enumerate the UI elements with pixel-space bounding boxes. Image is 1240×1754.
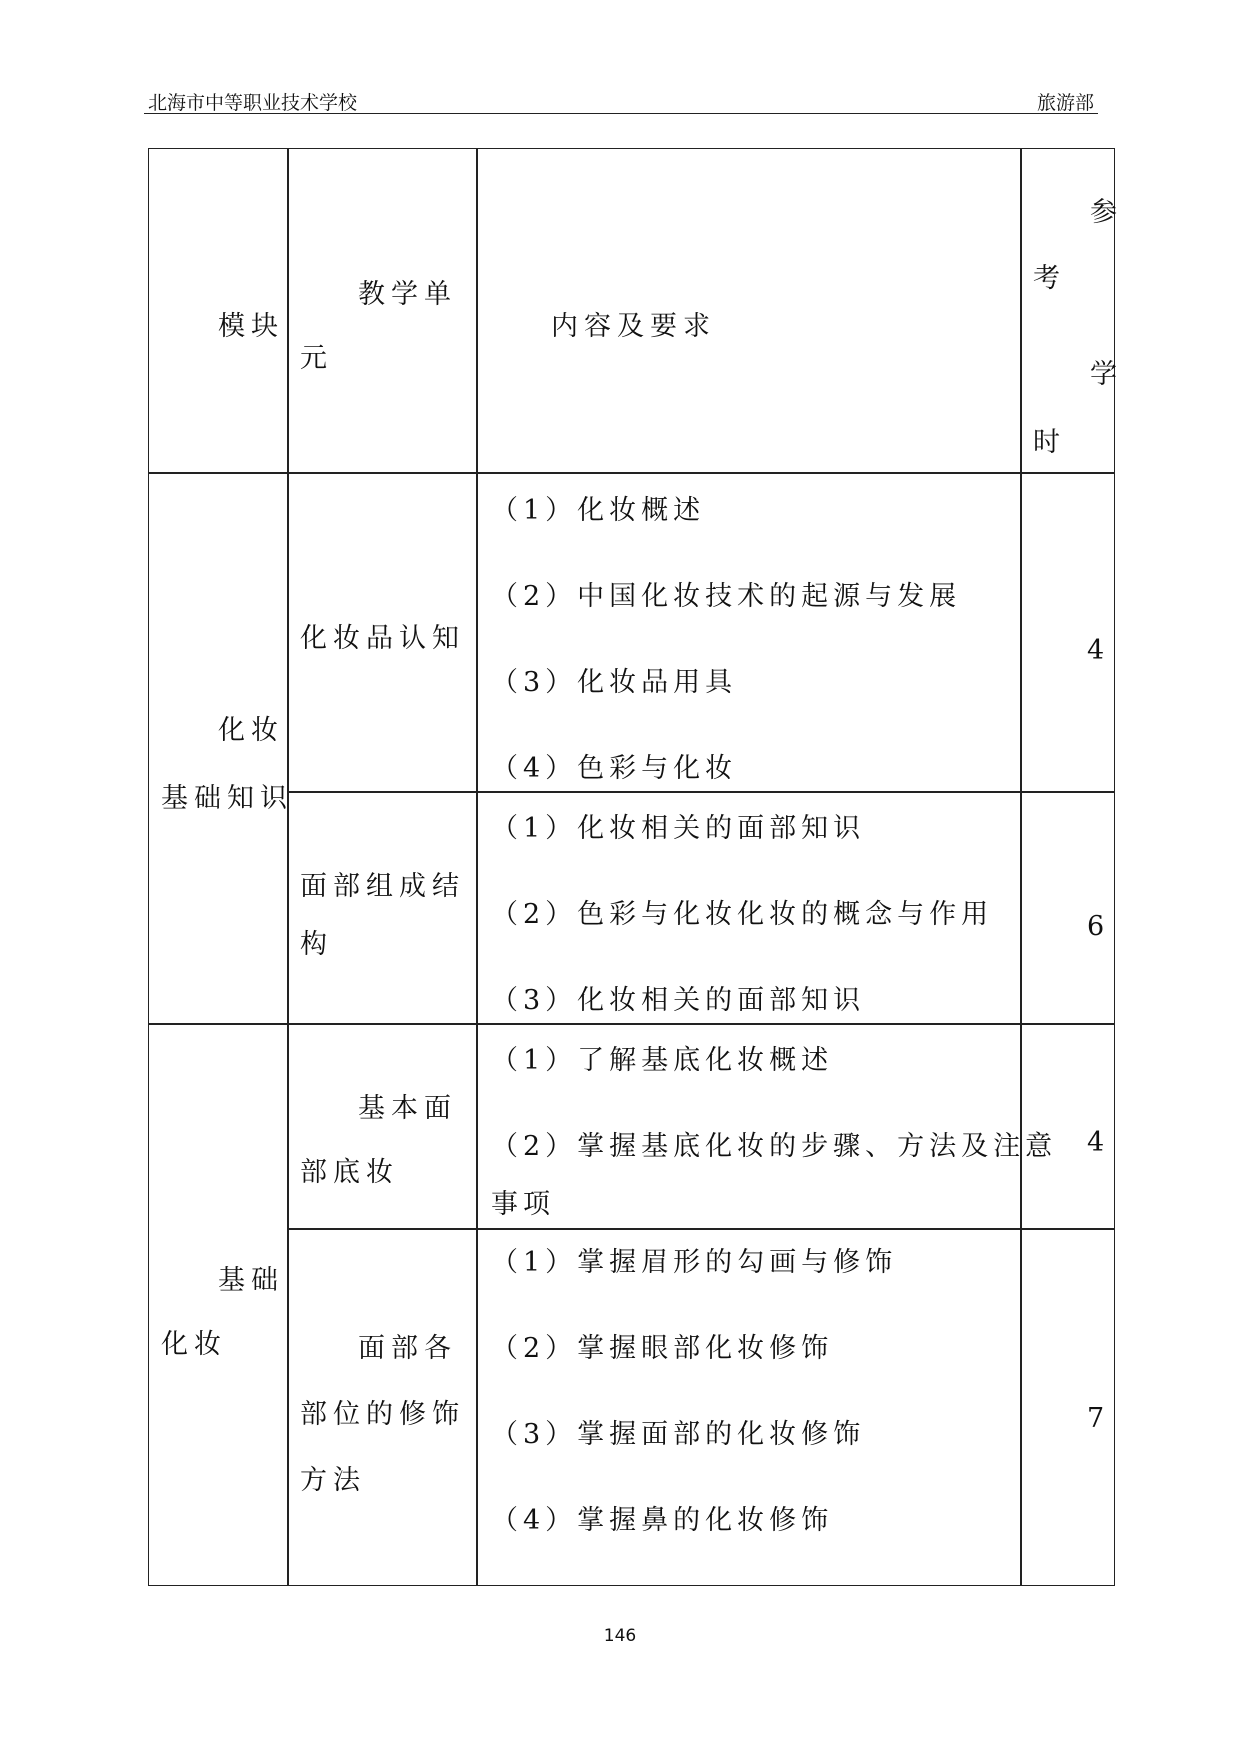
header-hours-char: 参 — [1090, 197, 1123, 228]
department-name: 旅游部 — [1036, 92, 1094, 114]
header-module: 模块 — [218, 311, 284, 342]
hours-value: 6 — [1087, 911, 1105, 942]
hours-value: 7 — [1087, 1403, 1105, 1434]
page-header — [148, 88, 1098, 114]
module-name-line1: 基础 — [218, 1265, 284, 1296]
header-unit-line2: 元 — [300, 343, 333, 374]
content-item: （1）化妆相关的面部知识 — [491, 813, 866, 844]
header-unit-line1: 教学单 — [358, 279, 457, 310]
content-item: （3）化妆品用具 — [491, 667, 738, 698]
content-item: （3）掌握面部的化妆修饰 — [491, 1419, 866, 1450]
content-item: （2）掌握基底化妆的步骤、方法及注意 — [491, 1131, 1058, 1162]
header-hours-char: 时 — [1033, 427, 1066, 458]
content-item: （4）掌握鼻的化妆修饰 — [491, 1505, 834, 1536]
row-divider — [287, 791, 1114, 793]
curriculum-table — [148, 148, 1123, 1586]
unit-name: 化妆品认知 — [300, 623, 465, 654]
row-divider — [149, 1023, 1114, 1025]
content-item: （4）色彩与化妆 — [491, 753, 738, 784]
column-divider — [1020, 149, 1022, 1585]
content-item: （2）掌握眼部化妆修饰 — [491, 1333, 834, 1364]
content-item: （1）了解基底化妆概述 — [491, 1045, 834, 1076]
content-item: （3）化妆相关的面部知识 — [491, 985, 866, 1016]
unit-name: 面部组成结 — [300, 871, 465, 902]
content-item: （1）化妆概述 — [491, 495, 706, 526]
header-divider — [144, 113, 1098, 114]
hours-value: 4 — [1087, 635, 1105, 666]
column-divider — [476, 149, 478, 1585]
module-name-line2: 基础知识 — [161, 783, 293, 814]
header-hours-char: 考 — [1033, 263, 1066, 294]
header-hours-char: 学 — [1090, 359, 1123, 390]
row-divider — [287, 1228, 1114, 1230]
hours-value: 4 — [1087, 1127, 1105, 1158]
module-name-line1: 化妆 — [218, 715, 284, 746]
school-name: 北海市中等职业技术学校 — [148, 92, 358, 114]
unit-name: 面部各 — [358, 1333, 457, 1364]
page-number: 146 — [603, 1626, 637, 1646]
module-name-line2: 化妆 — [161, 1329, 227, 1360]
header-content: 内容及要求 — [551, 311, 716, 342]
unit-name: 部底妆 — [300, 1157, 399, 1188]
unit-name: 部位的修饰 — [300, 1399, 465, 1430]
unit-name: 方法 — [300, 1465, 366, 1496]
column-divider — [287, 149, 289, 1585]
row-divider — [149, 472, 1114, 474]
content-item: （2）中国化妆技术的起源与发展 — [491, 581, 962, 612]
content-item: （2）色彩与化妆化妆的概念与作用 — [491, 899, 994, 930]
content-item: 事项 — [491, 1189, 555, 1220]
content-item: （1）掌握眉形的勾画与修饰 — [491, 1247, 898, 1278]
unit-name: 构 — [300, 929, 333, 960]
unit-name: 基本面 — [358, 1093, 457, 1124]
